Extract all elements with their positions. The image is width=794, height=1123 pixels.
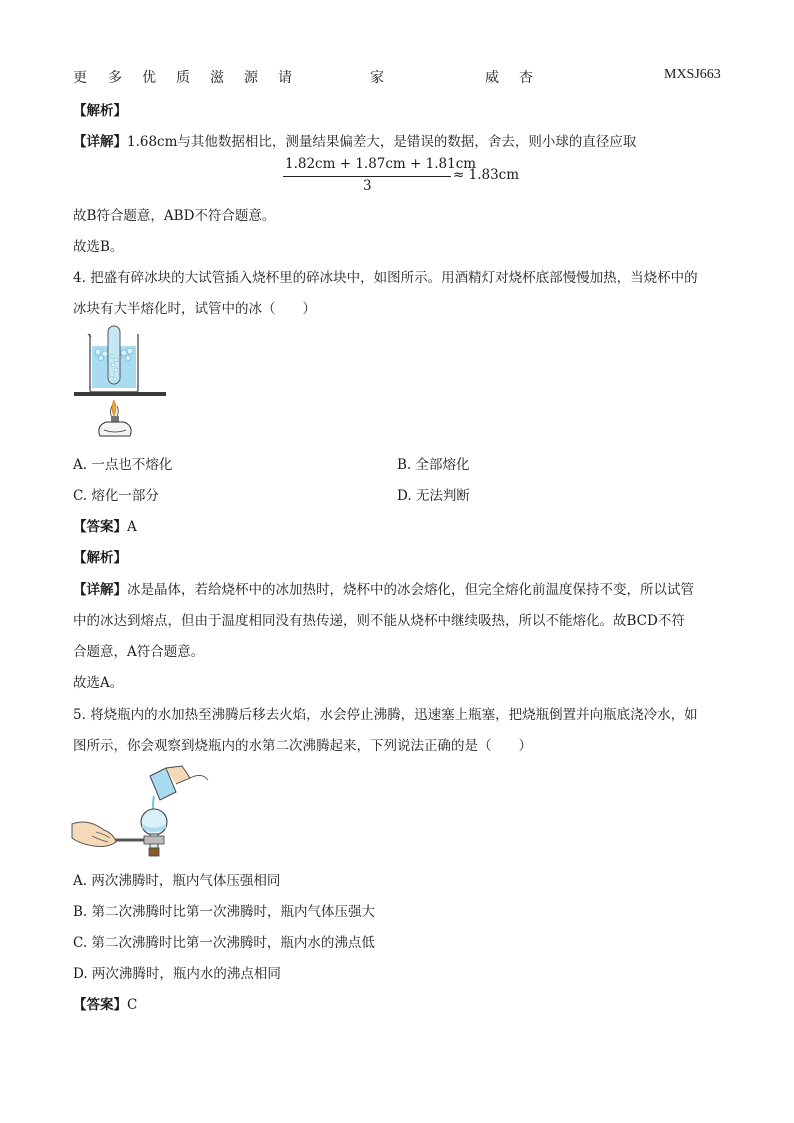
header-char: 优 <box>142 70 156 86</box>
flask-stopper <box>149 848 159 856</box>
pouring-cup <box>150 766 208 800</box>
flask-pouring-figure <box>70 762 220 862</box>
q4-detail-line1 <box>73 578 694 598</box>
q5-stem-line1: 5. 将烧瓶内的水加热至沸腾后移去火焰，水会停止沸腾，迅速塞上瓶塞，把烧瓶倒置并向瓶底浇冷水，如 <box>73 707 698 723</box>
q5-stem-line2: 图所示，你会观察到烧瓶内的水第二次沸腾起来，下列说法正确的是（ ） <box>73 738 532 754</box>
section-label-answer: 【答案】 <box>73 519 127 535</box>
q3-detail-text: 1.68cm与其他数据相比，测量结果偏差大，是错误的数据，舍去，则小球的直径应取 <box>127 134 637 150</box>
header-char: 请 <box>278 70 292 86</box>
header-code: MXSJ663 <box>664 67 721 82</box>
q5-answer-value: C <box>127 997 138 1013</box>
section-label-answer: 【答案】 <box>73 997 127 1013</box>
header-char: 更 <box>73 70 87 86</box>
header-char: 多 <box>108 70 122 86</box>
q4-answer-value: A <box>127 519 137 535</box>
q5-option-b: B. 第二次沸腾时比第一次沸腾时，瓶内气体压强大 <box>73 904 376 920</box>
q3-conclusion: 故B符合题意，ABD不符合题意。 <box>73 208 276 224</box>
section-label-detail: 【详解】 <box>73 134 127 150</box>
q4-stem-line2: 冰块有大半熔化时，试管中的冰（ ） <box>73 301 316 317</box>
q5-option-a: A. 两次沸腾时，瓶内气体压强相同 <box>73 873 281 889</box>
q4-option-b: B. 全部熔化 <box>397 457 470 473</box>
q3-detail <box>73 130 636 150</box>
section-label-jiexi: 【解析】 <box>73 103 127 119</box>
header-char: 威 <box>485 70 499 86</box>
header-char: 杏 <box>519 70 533 86</box>
q4-answer <box>73 515 137 535</box>
q4-detail-line3: 合题意，A符合题意。 <box>73 644 205 660</box>
fraction-bar <box>283 176 451 177</box>
header-char: 家 <box>370 70 384 86</box>
lamp-wick-holder <box>111 416 119 422</box>
header-char: 质 <box>176 70 190 86</box>
q4-choice: 故选A。 <box>73 675 124 691</box>
q5-option-d: D. 两次沸腾时，瓶内水的沸点相同 <box>73 966 281 982</box>
beaker-lamp-figure <box>72 324 172 444</box>
hand <box>72 822 116 847</box>
formula-denominator: 3 <box>363 178 372 194</box>
q4-detail-line2: 中的冰达到熔点，但由于温度相同没有热传递，则不能从烧杯中继续吸热，所以不能熔化。故BCD不符 <box>73 613 685 629</box>
header-char: 滋 <box>210 70 224 86</box>
flame <box>112 400 116 416</box>
q4-detail-text1: 冰是晶体，若给烧杯中的冰加热时，烧杯中的冰会熔化，但完全熔化前温度保持不变，所以试管 <box>127 582 694 598</box>
section-label-jiexi: 【解析】 <box>73 550 127 566</box>
section-label-detail: 【详解】 <box>73 582 127 598</box>
formula-numerator: 1.82cm + 1.87cm + 1.81cm <box>285 156 477 172</box>
q5-answer <box>73 993 137 1013</box>
q5-option-c: C. 第二次沸腾时比第一次沸腾时，瓶内水的沸点低 <box>73 935 375 951</box>
stand-plate <box>74 392 166 396</box>
header-char: 源 <box>244 70 258 86</box>
q4-option-d: D. 无法判断 <box>397 488 470 504</box>
q4-option-a: A. 一点也不熔化 <box>73 457 173 473</box>
q4-option-c: C. 熔化一部分 <box>73 488 159 504</box>
q3-choice: 故选B。 <box>73 239 124 255</box>
formula-result: ≈ 1.83cm <box>453 167 520 183</box>
alcohol-lamp <box>99 422 131 436</box>
q4-stem-line1: 4. 把盛有碎冰块的大试管插入烧杯里的碎冰块中，如图所示。用酒精灯对烧杯底部慢慢加热，当烧杯中的 <box>73 270 698 286</box>
